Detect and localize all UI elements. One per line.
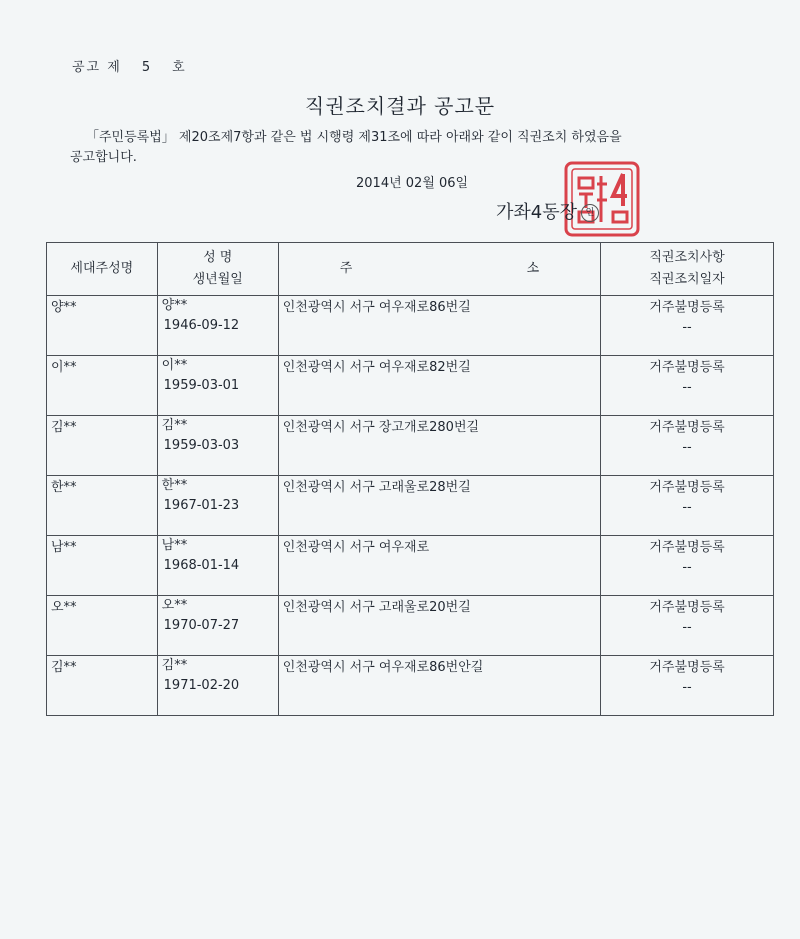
row-action: 거주불명등록 bbox=[649, 540, 725, 555]
row-action-cell bbox=[601, 536, 774, 596]
row-address: 인천광역시 서구 여우재로86번안길 bbox=[278, 656, 600, 716]
row-name: 남** bbox=[161, 538, 188, 553]
header-head-of-household: 세대주성명 bbox=[47, 243, 158, 296]
table-row bbox=[47, 296, 774, 356]
row-action-cell bbox=[601, 476, 774, 536]
table-row bbox=[47, 536, 774, 596]
row-head-of-household: 김** bbox=[47, 656, 158, 716]
row-name-cell bbox=[157, 416, 278, 476]
row-action: 거주불명등록 bbox=[649, 300, 725, 315]
notice-date: 2014년 02월 06일 bbox=[356, 176, 469, 191]
row-head-of-household: 남** bbox=[47, 536, 158, 596]
row-name-cell bbox=[157, 296, 278, 356]
row-name: 이** bbox=[161, 358, 188, 373]
notice-number-prefix: 공고 제 bbox=[72, 60, 122, 75]
row-birth: 1971-02-20 bbox=[163, 678, 240, 693]
row-name-cell bbox=[157, 476, 278, 536]
row-name: 김** bbox=[161, 658, 188, 673]
row-action-cell bbox=[601, 596, 774, 656]
table-row bbox=[47, 356, 774, 416]
issuer-seal-mark: 인 bbox=[581, 204, 599, 222]
row-birth: 1967-01-23 bbox=[163, 498, 240, 513]
row-birth: 1946-09-12 bbox=[163, 318, 240, 333]
row-action-date: -- bbox=[682, 320, 692, 335]
row-action-cell bbox=[601, 296, 774, 356]
row-action: 거주불명등록 bbox=[649, 480, 725, 495]
row-address: 인천광역시 서구 장고개로280번길 bbox=[278, 416, 600, 476]
row-action-date: -- bbox=[682, 380, 692, 395]
row-action-date: -- bbox=[682, 560, 692, 575]
row-action: 거주불명등록 bbox=[649, 660, 725, 675]
row-name-cell bbox=[157, 356, 278, 416]
row-action-cell bbox=[601, 656, 774, 716]
row-action-date: -- bbox=[682, 440, 692, 455]
row-name-cell bbox=[157, 656, 278, 716]
row-head-of-household: 김** bbox=[47, 416, 158, 476]
row-birth: 1970-07-27 bbox=[163, 618, 240, 633]
row-action-cell bbox=[601, 416, 774, 476]
table-row bbox=[47, 476, 774, 536]
row-action-cell bbox=[601, 356, 774, 416]
header-birth: 생년월일 bbox=[192, 272, 243, 287]
row-name: 한** bbox=[161, 478, 188, 493]
row-action: 거주불명등록 bbox=[649, 360, 725, 375]
header-action-date: 직권조치일자 bbox=[649, 272, 725, 287]
notice-number-value: 5 bbox=[141, 60, 153, 75]
notice-number-suffix: 호 bbox=[172, 60, 187, 75]
row-birth: 1959-03-01 bbox=[163, 378, 240, 393]
header-action bbox=[601, 243, 774, 296]
row-name: 김** bbox=[161, 418, 188, 433]
table-row bbox=[47, 416, 774, 476]
row-action-date: -- bbox=[682, 500, 692, 515]
header-address-left: 주 bbox=[339, 261, 353, 276]
row-name-cell bbox=[157, 536, 278, 596]
row-action-date: -- bbox=[682, 680, 692, 695]
row-address: 인천광역시 서구 여우재로82번길 bbox=[278, 356, 600, 416]
result-table bbox=[46, 242, 774, 716]
issuer bbox=[496, 198, 599, 224]
header-address bbox=[278, 243, 600, 296]
row-action: 거주불명등록 bbox=[649, 600, 725, 615]
header-action-item: 직권조치사항 bbox=[649, 250, 725, 265]
row-name: 오** bbox=[161, 598, 188, 613]
row-head-of-household: 이** bbox=[47, 356, 158, 416]
table-row bbox=[47, 656, 774, 716]
table-header-row bbox=[47, 243, 774, 296]
issuer-name: 가좌4동장 bbox=[496, 202, 578, 223]
row-birth: 1968-01-14 bbox=[163, 558, 240, 573]
row-head-of-household: 한** bbox=[47, 476, 158, 536]
table-row bbox=[47, 596, 774, 656]
header-address-right: 소 bbox=[526, 261, 540, 276]
row-action-date: -- bbox=[682, 620, 692, 635]
row-name: 양** bbox=[161, 298, 188, 313]
header-name-birth bbox=[157, 243, 278, 296]
row-head-of-household: 양** bbox=[47, 296, 158, 356]
row-action: 거주불명등록 bbox=[649, 420, 725, 435]
row-birth: 1959-03-03 bbox=[163, 438, 240, 453]
header-name: 성 명 bbox=[203, 250, 233, 265]
row-address: 인천광역시 서구 여우재로 bbox=[278, 536, 600, 596]
row-address: 인천광역시 서구 여우재로86번길 bbox=[278, 296, 600, 356]
row-address: 인천광역시 서구 고래울로28번길 bbox=[278, 476, 600, 536]
notice-number bbox=[72, 56, 187, 75]
notice-body-line-2: 공고합니다. bbox=[70, 150, 137, 165]
row-head-of-household: 오** bbox=[47, 596, 158, 656]
row-name-cell bbox=[157, 596, 278, 656]
page-title: 직권조치결과 공고문 bbox=[304, 94, 496, 118]
notice-body-line-1: 「주민등록법」 제20조제7항과 같은 법 시행령 제31조에 따라 아래와 같이 직권조치 하였음을 bbox=[86, 130, 622, 145]
row-address: 인천광역시 서구 고래울로20번길 bbox=[278, 596, 600, 656]
